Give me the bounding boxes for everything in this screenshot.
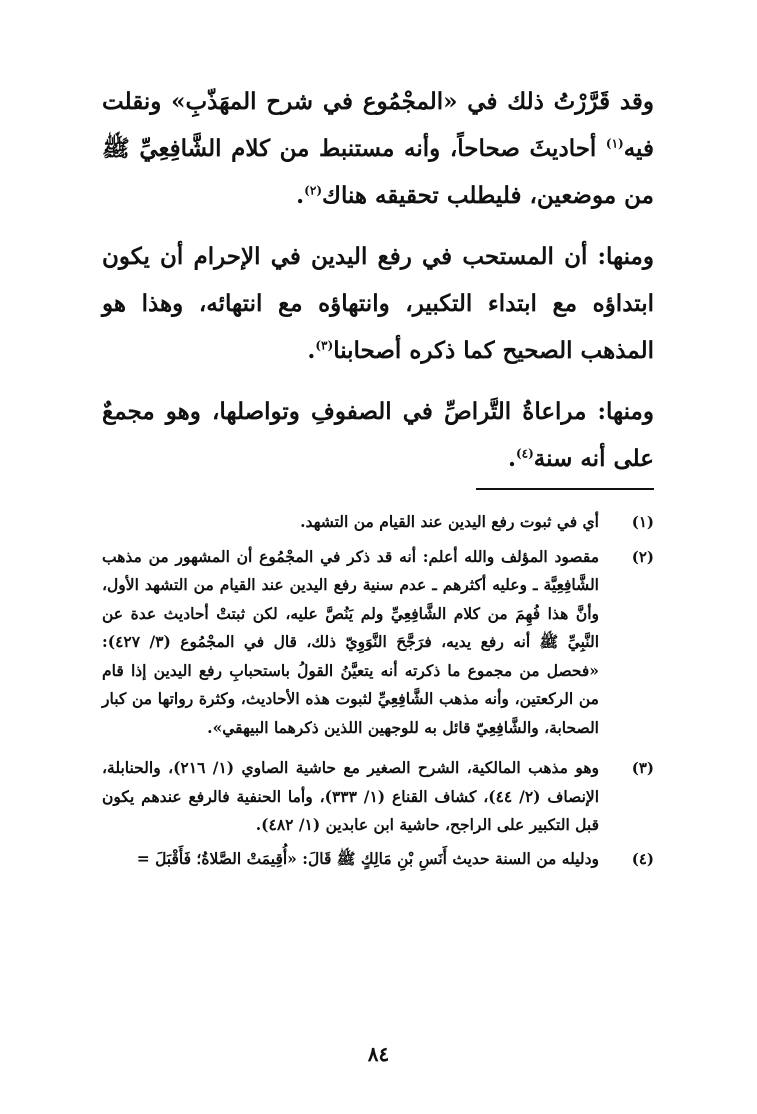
paragraph-text: . xyxy=(296,182,305,209)
footnote-number: (١) xyxy=(631,513,654,531)
paragraph-text: مراعاةُ التَّراصِّ في الصفوفِ وتواصلها، وهو مجمعٌ على أنه سنة xyxy=(102,398,654,472)
footnote-separator xyxy=(476,488,654,490)
footnote-ref[interactable]: (٢) xyxy=(304,183,322,198)
footnote-number: (٣) xyxy=(631,759,654,777)
footnote-number: (٤) xyxy=(631,849,654,868)
footnote-text: ودليله من السنة حديث أَنَسِ بْنِ مَالِكٍ ﷺ قَالَ: «أُقِيمَتْ الصَّلاةُ؛ فَأَقْبَلَ = xyxy=(136,848,599,868)
main-text xyxy=(102,78,654,482)
footnote-item xyxy=(102,845,654,874)
paragraph-lead: ومنها: xyxy=(587,243,654,270)
footnote-ref[interactable]: (٣) xyxy=(315,338,334,353)
paragraph-text: . xyxy=(307,337,316,364)
paragraph-lead: ومنها: xyxy=(586,398,654,425)
footnote-text: مقصود المؤلف والله أعلم: أنه قد ذكر في المجْمُوع أن المشهور من مذهب الشَّافِعِيَّة ـ وعليه أكثرهم ـ عدم سنية رفع اليدين عند القيام من التشهد الأول، وأنَّ هذا فُهِمَ من كلام الشَّافِعِيِّ ولم يَنُصَّ عليه، لكن ثبتتْ أحاديث عدة عن النَّبِيِّ ﷺ أنه رفع يديه، فرَجَّحَ النَّوَوِيّ ذلك، قال في المجْمُوع (٣/ ٤٢٧): «فحصل من مجموع ما ذكرته أنه يتعيَّنُ القولُ باستحبابِ رفع اليدين إذا قام من الركعتين، وأنه مذهب الشَّافِعِيِّ لثبوت هذه الأحاديث، وكثرة رواتها من كبار الصحابة، والشَّافِعِيّ قائل به للوجهين اللذين ذكرهما البيهقي». xyxy=(102,546,599,737)
footnote-item xyxy=(102,508,654,537)
paragraph-text: أحاديثَ صحاحاً، وأنه مستنبط من كلام الشَّافِعِيِّ ﷺ من موضعين، فليطلب تحقيقه هناك xyxy=(102,135,654,209)
footnote-text: وهو مذهب المالكية، الشرح الصغير مع حاشية الصاوي (١/ ٢١٦)، والحنابلة، الإنصاف (٢/ ٤٤)، كشاف القناع (١/ ٣٣٣)، وأما الحنفية فالرفع عندهم يكون قبل التكبير على الراجح، حاشية ابن عابدين (١/ ٤٨٢). xyxy=(102,758,600,834)
footnote-ref[interactable]: (٤) xyxy=(515,446,534,461)
footnotes xyxy=(102,508,654,873)
footnote-item xyxy=(102,754,654,840)
paragraph-3 xyxy=(102,388,654,482)
paragraph-text: . xyxy=(507,445,516,472)
paragraph-text: أن المستحب في رفع اليدين في الإحرام أن يكون ابتداؤه مع ابتداء التكبير، وانتهاؤه مع انتهائه، وهذا هو المذهب الصحيح كما ذكره أصحابنا xyxy=(102,243,654,364)
footnote-item xyxy=(102,543,654,743)
footnote-text: أي في ثبوت رفع اليدين عند القيام من التشهد. xyxy=(300,512,599,531)
paragraph-1 xyxy=(102,78,654,219)
page-number: ٨٤ xyxy=(367,1042,390,1066)
paragraph-text: وقد قَرَّرْتُ ذلك في «المجْمُوع في شرح المهَذّبِ» ونقلت فيه xyxy=(102,88,654,162)
paragraph-2 xyxy=(102,233,654,374)
footnote-number: (٢) xyxy=(631,547,654,566)
footnote-ref[interactable]: (١) xyxy=(605,136,624,151)
